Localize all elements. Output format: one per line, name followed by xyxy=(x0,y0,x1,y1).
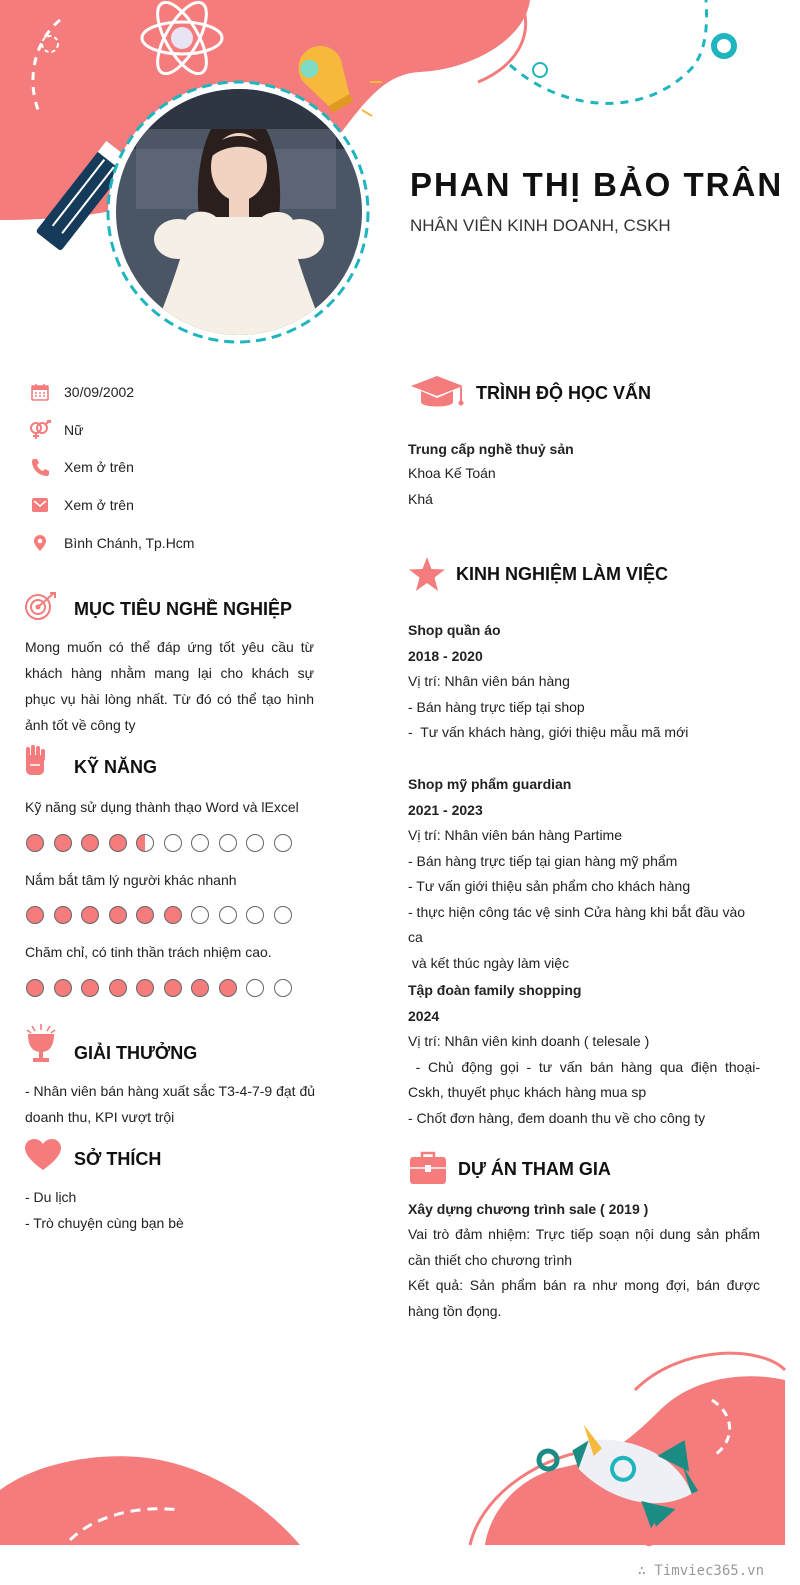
job-company: Shop mỹ phẩm guardian xyxy=(408,776,572,792)
job-entry xyxy=(408,978,784,1131)
trophy-icon xyxy=(24,1022,58,1071)
objective-text: Mong muốn có thể đáp ứng tốt yêu cầu từ khách hàng nhằm mang lại cho khách sự phục vụ hài lòng nhất. Từ đó có thể tạo hình ảnh tốt về công ty xyxy=(25,639,314,733)
contact-row-phone xyxy=(28,455,134,479)
projects-title: DỰ ÁN THAM GIA xyxy=(458,1159,611,1179)
job-company: Shop quần áo xyxy=(408,622,501,638)
target-icon xyxy=(24,591,58,626)
rating-dot xyxy=(109,979,127,997)
hand-icon xyxy=(24,745,46,782)
hobbies-title: SỞ THÍCH xyxy=(74,1149,162,1169)
candidate-role: NHÂN VIÊN KINH DOANH, CSKH xyxy=(410,216,671,235)
footer-decoration xyxy=(0,1340,800,1585)
skill-label: Kỹ năng sử dụng thành thạo Word và lExcel xyxy=(25,799,299,815)
rating-dot xyxy=(26,834,44,852)
rating-dot xyxy=(81,979,99,997)
rating-dot xyxy=(246,906,264,924)
job-line: - Tư vấn khách hàng, giới thiệu mẫu mã mới xyxy=(408,724,689,740)
job-line: - Bán hàng trực tiếp tại shop xyxy=(408,698,585,715)
rating-dot xyxy=(26,906,44,924)
skill-rating xyxy=(26,906,292,924)
star-icon xyxy=(409,557,445,596)
job-period: 2024 xyxy=(408,1007,440,1024)
rating-dot xyxy=(191,979,209,997)
awards-text: - Nhân viên bán hàng xuất sắc T3-4-7-9 đạt đủ doanh thu, KPI vượt trội xyxy=(25,1083,316,1125)
awards-title: GIẢI THƯỞNG xyxy=(74,1043,198,1063)
rating-dot xyxy=(136,979,154,997)
job-line: và kết thúc ngày làm việc xyxy=(408,954,570,971)
email-text: Xem ở trên xyxy=(64,497,134,513)
teal-ring xyxy=(714,36,734,56)
rating-dot xyxy=(136,834,154,852)
location-icon xyxy=(28,531,52,555)
rating-dot xyxy=(246,834,264,852)
watermark: ∴ Timviec365.vn xyxy=(637,1563,764,1579)
job-line: - Chủ động gọi - tư vấn bán hàng qua điện thoại- Cskh, thuyết phục khách hàng mua sp xyxy=(408,1058,784,1100)
project-result: Kết quả: Sản phẩm bán ra như mong đợi, bán được hàng tồn đọng. xyxy=(408,1277,760,1319)
rating-dot xyxy=(109,834,127,852)
contact-row-birthday xyxy=(28,380,134,404)
skill-label: Chăm chỉ, có tinh thần trách nhiệm cao. xyxy=(25,944,272,960)
phone-icon xyxy=(28,455,52,479)
education-grade: Khá xyxy=(408,491,433,507)
contact-row-email xyxy=(28,493,134,517)
rating-dot xyxy=(219,834,237,852)
job-line: - Bán hàng trực tiếp tại gian hàng mỹ phẩm xyxy=(408,852,678,869)
job-period: 2021 - 2023 xyxy=(408,801,483,818)
birthday-text: 30/09/2002 xyxy=(64,384,135,400)
education-title: TRÌNH ĐỘ HỌC VẤN xyxy=(476,383,651,403)
rating-dot xyxy=(54,979,72,997)
job-line: - Chốt đơn hàng, đem doanh thu về cho công ty xyxy=(408,1109,706,1126)
rating-dot xyxy=(219,906,237,924)
rating-dot xyxy=(136,906,154,924)
rating-dot xyxy=(164,834,182,852)
rating-dot xyxy=(26,979,44,997)
skills-title: KỸ NĂNG xyxy=(74,757,158,777)
dashed-curve-right xyxy=(510,0,707,103)
job-company: Tập đoàn family shopping xyxy=(408,982,582,998)
address-text: Bình Chánh, Tp.Hcm xyxy=(64,535,195,551)
job-entry xyxy=(408,772,760,976)
gender-text: Nữ xyxy=(64,422,84,438)
job-line: Vị trí: Nhân viên bán hàng xyxy=(408,673,570,689)
job-line: Vị trí: Nhân viên kinh doanh ( telesale ) xyxy=(408,1033,650,1049)
education-school: Trung cấp nghề thuỷ sản xyxy=(408,441,574,457)
objective-title: MỤC TIÊU NGHỀ NGHIỆP xyxy=(74,599,293,619)
rating-dot xyxy=(246,979,264,997)
heart-icon xyxy=(25,1139,61,1176)
job-line: Vị trí: Nhân viên bán hàng Partime xyxy=(408,827,623,843)
graduation-cap-icon xyxy=(409,374,465,417)
phone-text: Xem ở trên xyxy=(64,459,134,475)
rating-dot xyxy=(219,979,237,997)
project-role: Vai trò đảm nhiệm: Trực tiếp soạn nội dung sản phẩm cần thiết cho chương trình xyxy=(408,1226,760,1268)
rating-dot xyxy=(274,906,292,924)
contact-row-gender xyxy=(28,418,83,442)
gender-icon xyxy=(28,418,52,442)
rating-dot xyxy=(274,834,292,852)
job-line: - Tư vấn giới thiệu sản phẩm cho khách hàng xyxy=(408,878,691,894)
candidate-name: PHAN THỊ BẢO TRÂN xyxy=(410,166,784,203)
education-major: Khoa Kế Toán xyxy=(408,465,496,481)
skill-rating xyxy=(26,979,292,997)
hobby-item: - Trò chuyện cùng bạn bè xyxy=(25,1215,184,1231)
calendar-icon xyxy=(28,380,52,404)
job-period: 2018 - 2020 xyxy=(408,647,483,664)
footer-blob-left xyxy=(0,1456,300,1545)
experience-title: KINH NGHIỆM LÀM VIỆC xyxy=(456,564,669,584)
rating-dot xyxy=(81,834,99,852)
rating-dot xyxy=(164,979,182,997)
rating-dot xyxy=(191,906,209,924)
skill-label: Nắm bắt tâm lý người khác nhanh xyxy=(25,872,237,888)
rating-dot xyxy=(54,834,72,852)
job-line: - thực hiện công tác vệ sinh Cửa hàng khi bắt đầu vào ca xyxy=(408,903,746,945)
job-entry xyxy=(408,618,760,746)
rating-dot xyxy=(109,906,127,924)
email-icon xyxy=(28,493,52,517)
briefcase-icon xyxy=(410,1151,446,1190)
rating-dot xyxy=(54,906,72,924)
rating-dot xyxy=(274,979,292,997)
rating-dot xyxy=(164,906,182,924)
rating-dot xyxy=(191,834,209,852)
contact-row-address xyxy=(28,531,194,555)
skill-rating xyxy=(26,834,292,852)
hobby-item: - Du lịch xyxy=(25,1189,77,1205)
rating-dot xyxy=(81,906,99,924)
project-name: Xây dựng chương trình sale ( 2019 ) xyxy=(408,1201,649,1217)
profile-photo xyxy=(116,89,362,335)
